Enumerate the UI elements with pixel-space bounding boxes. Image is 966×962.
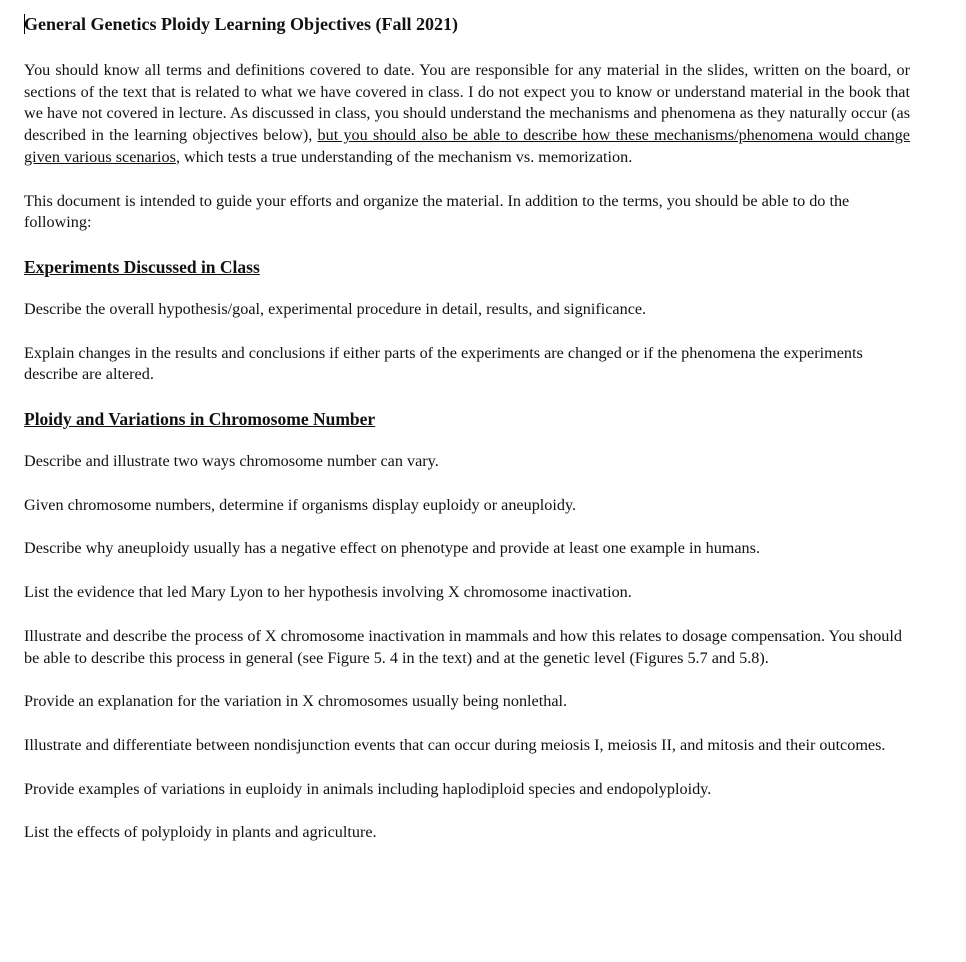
guide-paragraph: This document is intended to guide your efforts and organize the material. In addition to the terms, you should be able to do the following:: [24, 191, 850, 232]
section-heading-experiments: Experiments Discussed in Class: [24, 256, 260, 277]
intro-paragraph: [24, 60, 910, 169]
objective-item: List the effects of polyploidy in plants and agriculture.: [24, 823, 377, 842]
objective-item: Explain changes in the results and conclusions if either parts of the experiments are changed or if the phenomena the experiments describe are altered.: [24, 343, 863, 384]
objective-item: Describe the overall hypothesis/goal, experimental procedure in detail, results, and significance.: [24, 299, 647, 318]
objective-item: Describe and illustrate two ways chromosome number can vary.: [24, 452, 439, 471]
document-title: General Genetics Ploidy Learning Objectives (Fall 2021): [24, 14, 458, 34]
objective-item: Provide examples of variations in euploidy in animals including haplodiploid species and endopolyploidy.: [24, 779, 712, 798]
intro-text-part1: You should know all terms and definitions covered to date. You are responsible for any material in the slides, written on the board, or sections of the text that is related to what we have covered in class. I do not expect you to know or understand material in the book that we have not covered in lecture. As discussed in class, you should understand the mechanisms and phenomena as they naturally occur (as described in the learning objectives below),: [24, 61, 910, 145]
objective-item: Given chromosome numbers, determine if organisms display euploidy or aneuploidy.: [24, 495, 577, 514]
intro-underlined-text: but you should also be able to describe how these mechanisms/phenomena would change given various scenarios: [24, 126, 910, 166]
objective-item: List the evidence that led Mary Lyon to her hypothesis involving X chromosome inactivation.: [24, 583, 632, 602]
objective-item: Illustrate and differentiate between nondisjunction events that can occur during meiosis I, meiosis II, and mitosis and their outcomes.: [24, 735, 886, 754]
document-body[interactable]: [24, 13, 910, 866]
objective-item: Provide an explanation for the variation in X chromosomes usually being nonlethal.: [24, 692, 568, 711]
objective-item: Illustrate and describe the process of X chromosome inactivation in mammals and how this relates to dosage compensation. You should be able to describe this process in general (see Figure 5. 4 in the text) and at the genetic level (Figures 5.7 and 5.8).: [24, 626, 902, 667]
objective-item: Describe why aneuploidy usually has a negative effect on phenotype and provide at least one example in humans.: [24, 539, 761, 558]
section-heading-ploidy: Ploidy and Variations in Chromosome Number: [24, 409, 376, 430]
intro-text-part2: , which tests a true understanding of the mechanism vs. memorization.: [175, 147, 633, 166]
